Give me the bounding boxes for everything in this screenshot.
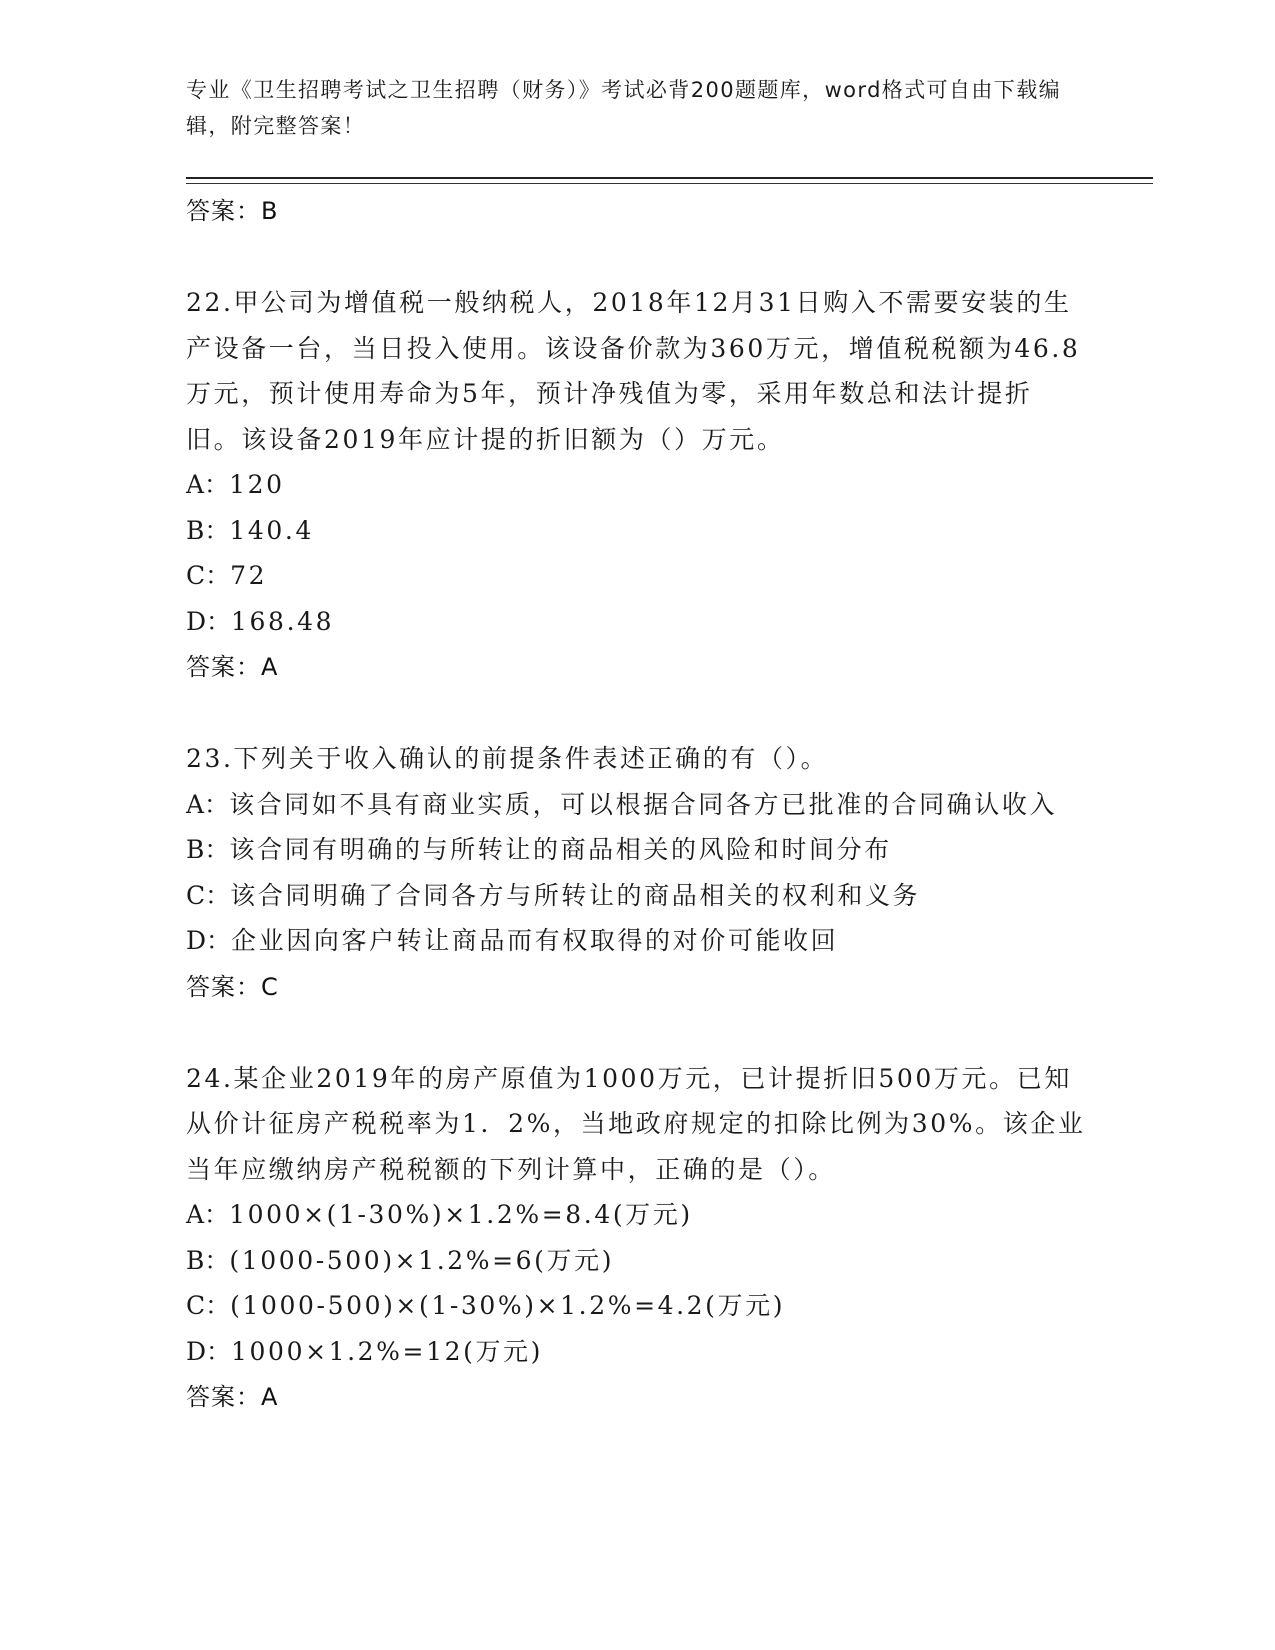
option-text: 1000×(1-30%)×1.2%=8.4(万元)	[229, 1200, 693, 1229]
option-text: 企业因向客户转让商品而有权取得的对价可能收回	[231, 926, 839, 955]
option-letter: B：	[186, 1245, 230, 1275]
option-text: 140.4	[229, 515, 314, 545]
spacer	[186, 234, 1086, 280]
answer-line: 答案：B	[186, 197, 279, 225]
option-d	[186, 918, 1086, 964]
page-header: 专业《卫生招聘考试之卫生招聘（财务）》考试必背200题题库，word格式可自由下载编辑，附完整答案！	[186, 78, 1061, 138]
spacer	[186, 1010, 1086, 1056]
option-a	[186, 782, 1086, 828]
option-text: 168.48	[231, 606, 335, 636]
option-letter: B：	[186, 835, 230, 864]
option-text: 120	[229, 470, 285, 499]
option-c	[186, 1283, 1086, 1329]
option-letter: B：	[186, 515, 230, 545]
option-text: (1000-500)×(1-30%)×1.2%=4.2(万元)	[230, 1291, 786, 1320]
option-c	[186, 873, 1086, 919]
option-text: 1000×1.2%=12(万元)	[231, 1336, 543, 1366]
question-list	[186, 188, 1086, 1420]
option-letter: C：	[186, 1291, 231, 1320]
option-b	[186, 827, 1086, 873]
option-letter: D：	[186, 1336, 232, 1366]
header-divider-thin	[186, 183, 1153, 184]
option-letter: A：	[186, 789, 230, 819]
question-23	[186, 736, 1086, 1010]
spacer	[186, 690, 1086, 736]
option-a	[186, 1192, 1086, 1238]
option-d	[186, 599, 1086, 645]
answer-line: 答案：A	[186, 1383, 279, 1411]
option-letter: D：	[186, 926, 232, 955]
option-text: 该合同如不具有商业实质，可以根据合同各方已批准的合同确认收入	[229, 789, 1058, 819]
option-c	[186, 553, 1086, 599]
option-letter: C：	[186, 880, 231, 910]
option-text: 该合同有明确的与所转让的商品相关的风险和时间分布	[229, 835, 892, 864]
option-text: 72	[230, 561, 268, 590]
option-d	[186, 1329, 1086, 1375]
option-letter: A：	[186, 470, 230, 499]
answer-line: 答案：C	[186, 972, 279, 1001]
question-text: 22.甲公司为增值税一般纳税人，2018年12月31日购入不需要安装的生产设备一台，当日投入使用。该设备价款为360万元，增值税税额为46.8万元，预计使用寿命为5年，预计净残值为零，采用年数总和法计提折旧。该设备2019年应计提的折旧额为（）万元。	[186, 288, 1081, 454]
option-a	[186, 462, 1086, 508]
option-letter: D：	[186, 606, 232, 636]
option-b	[186, 508, 1086, 554]
option-text: 该合同明确了合同各方与所转让的商品相关的权利和义务	[230, 880, 921, 910]
question-22	[186, 280, 1086, 690]
question-text: 24.某企业2019年的房产原值为1000万元，已计提折旧500万元。已知从价计征房产税税率为1．2%，当地政府规定的扣除比例为30%。该企业当年应缴纳房产税税额的下列计算中，正确的是（）。	[186, 1063, 1086, 1184]
question-24	[186, 1056, 1086, 1421]
header-divider-thick	[186, 177, 1153, 179]
question-text: 23.下列关于收入确认的前提条件表述正确的有（）。	[186, 744, 829, 773]
option-letter: C：	[186, 561, 231, 590]
option-text: (1000-500)×1.2%=6(万元)	[229, 1245, 615, 1275]
option-letter: A：	[186, 1200, 230, 1229]
option-b	[186, 1238, 1086, 1284]
answer-line: 答案：A	[186, 653, 279, 681]
